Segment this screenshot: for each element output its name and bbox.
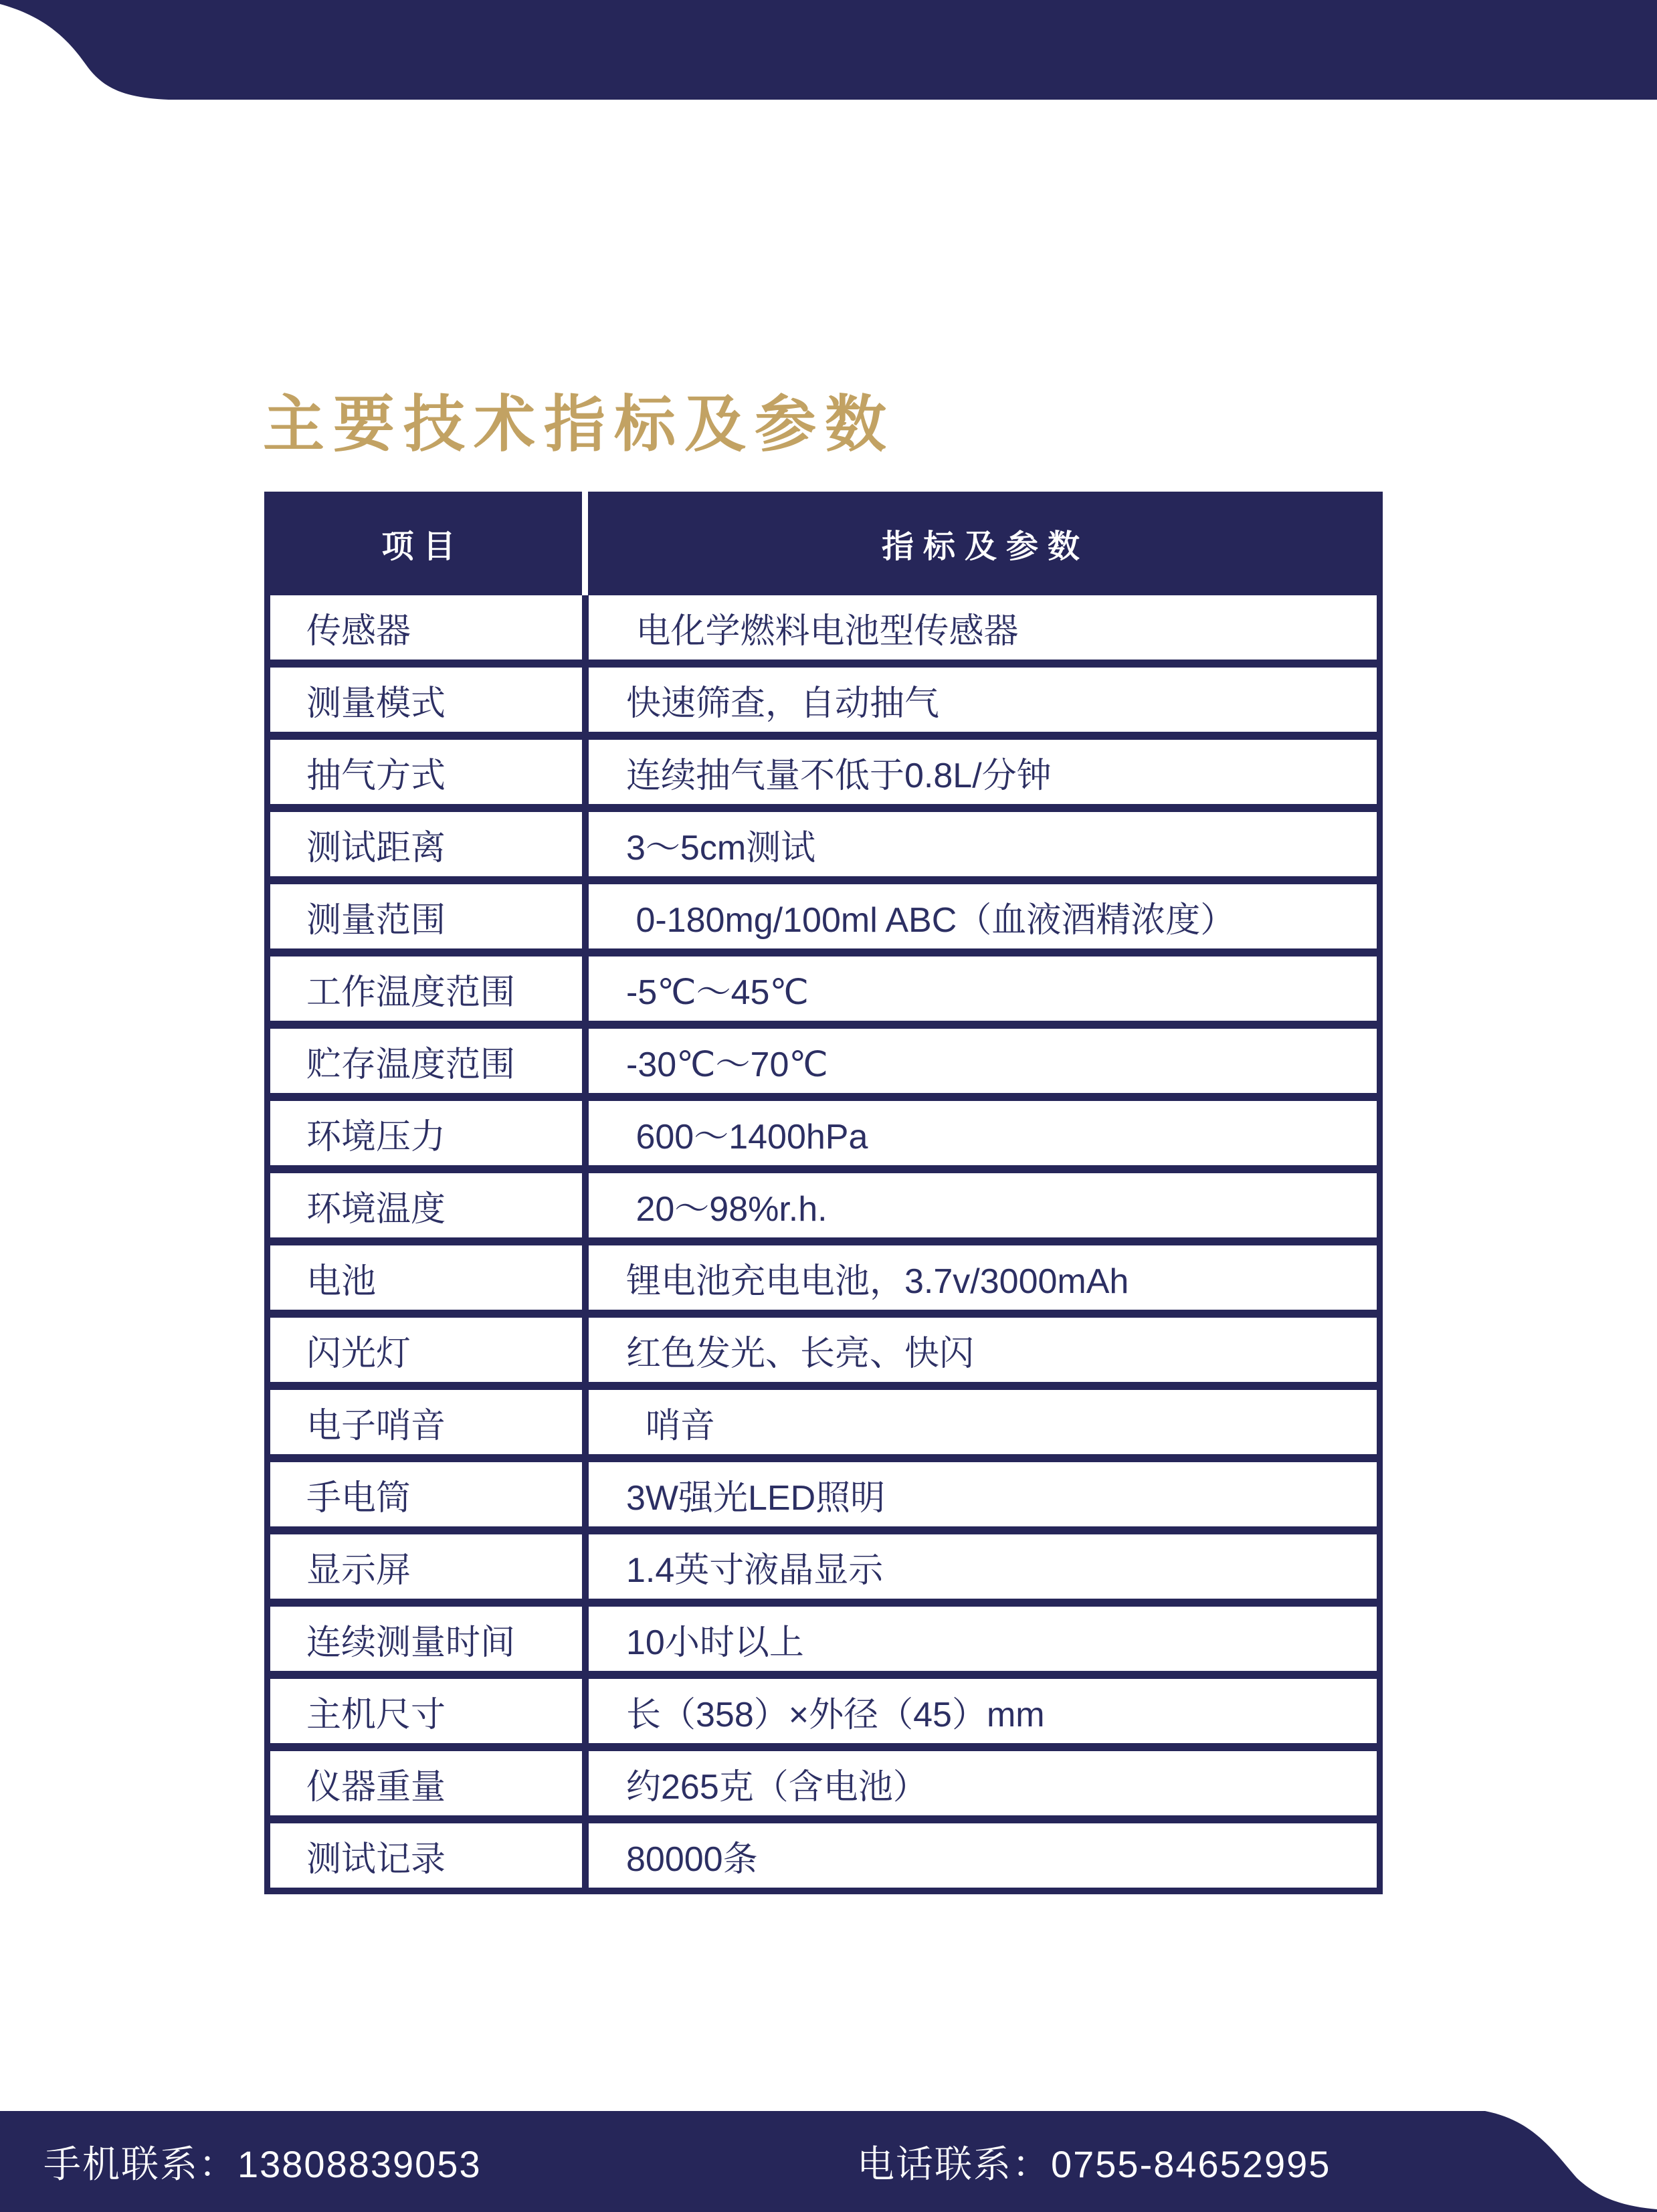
table-row-label: 测试记录: [306, 1839, 446, 1879]
table-row: [270, 957, 1377, 1029]
table-row: [270, 668, 1377, 740]
table-row-value: 红色发光、长亮、快闪: [626, 1334, 975, 1373]
table-header-row: [264, 492, 1383, 595]
table-row: [270, 1751, 1377, 1823]
table-row: [270, 595, 1377, 668]
table-row: [270, 1029, 1377, 1101]
table-row-value: 20～98%r.h.: [626, 1189, 827, 1229]
table-row-label: 显示屏: [306, 1550, 411, 1590]
table-row-label: 环境压力: [306, 1117, 446, 1157]
table-row-value: 快速筛查，自动抽气: [626, 684, 940, 723]
table-row-label: 连续测量时间: [306, 1623, 516, 1662]
table-row: [270, 1318, 1377, 1390]
table-row-label: 工作温度范围: [306, 973, 516, 1012]
table-row-label: 抽气方式: [306, 756, 446, 795]
table-row-label: 主机尺寸: [306, 1695, 446, 1734]
table-row-label: 测量模式: [306, 684, 446, 723]
table-row-value: 600～1400hPa: [626, 1117, 868, 1157]
table-row-label: 闪光灯: [306, 1334, 411, 1373]
table-row: [270, 884, 1377, 957]
page-title: 主要技术指标及参数: [263, 390, 896, 459]
table-row: [270, 1245, 1377, 1318]
table-row: [270, 812, 1377, 884]
table-row-label: 测试距离: [306, 828, 446, 868]
table-row-value: 3～5cm测试: [626, 828, 816, 868]
table-column-divider: [582, 595, 589, 1888]
table-row-label: 传感器: [306, 611, 411, 651]
table-row-value: 3W强光LED照明: [626, 1478, 886, 1518]
table-row: [270, 740, 1377, 812]
table-row: [270, 1390, 1377, 1462]
table-row-label: 贮存温度范围: [306, 1045, 516, 1084]
table-row-value: 0-180mg/100ml ABC（血液酒精浓度）: [626, 900, 1236, 940]
table-row-value: 锂电池充电电池，3.7v/3000mAh: [626, 1262, 1129, 1301]
table-row-label: 仪器重量: [306, 1767, 446, 1807]
table-header-item: 项目: [381, 529, 465, 565]
table-row-value: 连续抽气量不低于0.8L/分钟: [626, 756, 1052, 795]
footer-mobile-contact: 手机联系：13808839053: [43, 2142, 482, 2185]
table-header-divider: [582, 492, 588, 595]
table-row-label: 电池: [306, 1262, 377, 1301]
table-row-value: 80000条: [626, 1839, 758, 1879]
table-row-label: 测量范围: [306, 900, 446, 940]
table-row: [270, 1534, 1377, 1607]
table-row: [270, 1173, 1377, 1245]
table-row: [270, 1462, 1377, 1534]
table-row-value: 10小时以上: [626, 1623, 804, 1662]
spec-table: [264, 492, 1383, 1894]
table-header-spec: 指标及参数: [881, 529, 1089, 565]
table-row-value: -30℃～70℃: [626, 1045, 828, 1084]
table-row: [270, 1101, 1377, 1173]
table-row-value: 哨音: [626, 1406, 715, 1445]
table-row-label: 手电筒: [306, 1478, 411, 1518]
table-row-label: 环境温度: [306, 1189, 446, 1229]
footer-phone-contact: 电话联系：0755-84652995: [857, 2142, 1331, 2185]
table-row: [270, 1679, 1377, 1751]
table-body: [264, 595, 1383, 1894]
table-row-value: 电化学燃料电池型传感器: [626, 611, 1019, 651]
table-row-value: -5℃～45℃: [626, 973, 809, 1012]
table-row-value: 约265克（含电池）: [626, 1767, 928, 1807]
table-row-value: 长（358）×外径（45）mm: [626, 1695, 1045, 1734]
table-row-label: 电子哨音: [306, 1406, 446, 1445]
top-wave-band: [0, 0, 1657, 100]
table-row: [270, 1823, 1377, 1888]
table-row: [270, 1607, 1377, 1679]
table-row-value: 1.4英寸液晶显示: [626, 1550, 884, 1590]
